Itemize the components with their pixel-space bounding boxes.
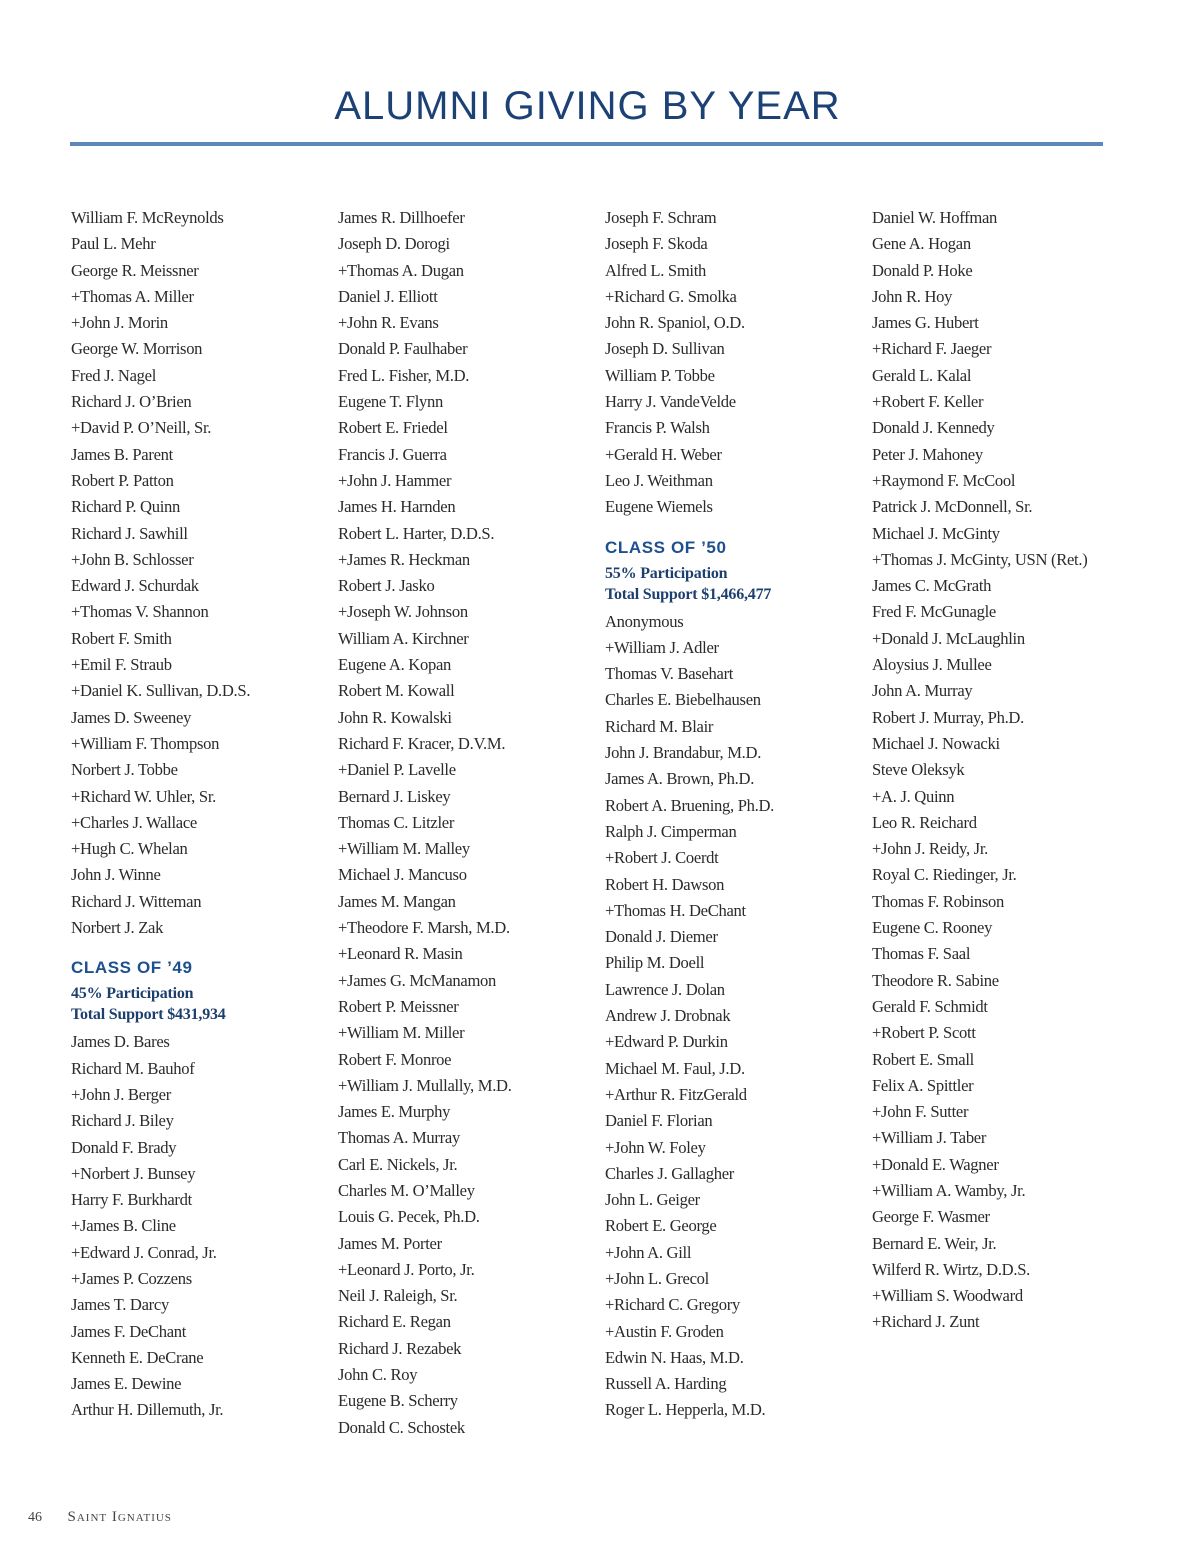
- donor-name: +Thomas J. McGinty, USN (Ret.): [872, 549, 1088, 569]
- donor-name: +David P. O’Neill, Sr.: [71, 418, 212, 438]
- donor-name: James A. Brown, Ph.D.: [605, 769, 755, 789]
- donor-name: Fred J. Nagel: [71, 365, 157, 385]
- donor-name: +William S. Woodward: [872, 1286, 1023, 1306]
- name-list: [872, 205, 1132, 1336]
- donor-name: Richard P. Quinn: [71, 497, 181, 517]
- class-section-49: [71, 956, 331, 1025]
- donor-name: +James G. McManamon: [338, 970, 497, 990]
- donor-name: Wilferd R. Wirtz, D.D.S.: [872, 1259, 1030, 1279]
- donor-name: Gene A. Hogan: [872, 234, 971, 254]
- donor-name: Richard J. O’Brien: [71, 392, 192, 412]
- donor-name: Robert P. Meissner: [338, 996, 459, 1016]
- donor-name: Charles M. O’Malley: [338, 1180, 475, 1200]
- donor-name: +Thomas A. Dugan: [338, 260, 464, 280]
- donor-name: Anonymous: [605, 611, 684, 631]
- donor-name: Richard F. Kracer, D.V.M.: [338, 733, 506, 753]
- donor-name: George W. Morrison: [71, 339, 203, 359]
- donor-name: Eugene T. Flynn: [338, 392, 444, 412]
- donor-name: Fred L. Fisher, M.D.: [338, 365, 470, 385]
- donor-name: +James P. Cozzens: [71, 1268, 192, 1288]
- donor-name: Philip M. Doell: [605, 953, 705, 973]
- donor-name: Norbert J. Zak: [71, 918, 164, 938]
- donor-name: Robert E. George: [605, 1216, 717, 1236]
- donor-name: Eugene B. Scherry: [338, 1391, 458, 1411]
- donor-name: Joseph D. Dorogi: [338, 234, 450, 254]
- publication-name: Saint Ignatius: [67, 1509, 172, 1525]
- donor-name: +Thomas A. Miller: [71, 286, 194, 306]
- donor-name: Michael J. McGinty: [872, 523, 1000, 543]
- donor-name: +John J. Berger: [71, 1084, 171, 1104]
- class-participation: 45% Participation: [71, 985, 194, 1003]
- donor-name: Thomas F. Saal: [872, 944, 971, 964]
- donor-name: Kenneth E. DeCrane: [71, 1347, 204, 1367]
- donor-name: +Leonard J. Porto, Jr.: [338, 1259, 475, 1279]
- donor-name: James R. Dillhoefer: [338, 208, 465, 227]
- donor-name: James F. DeChant: [71, 1321, 187, 1341]
- donor-name: +Richard C. Gregory: [605, 1295, 740, 1315]
- donor-name: William F. McReynolds: [71, 208, 224, 227]
- donor-name: Charles J. Gallagher: [605, 1163, 735, 1183]
- donor-name: Bernard E. Weir, Jr.: [872, 1233, 997, 1253]
- donor-name: Edward J. Schurdak: [71, 576, 199, 596]
- donor-name: James C. McGrath: [872, 576, 992, 596]
- donor-name: Donald J. Diemer: [605, 927, 718, 947]
- donor-name: Eugene A. Kopan: [338, 655, 452, 675]
- donor-name: James M. Mangan: [338, 891, 456, 911]
- donor-column-2: [338, 205, 598, 1441]
- donor-name: +John J. Hammer: [338, 470, 452, 490]
- donor-name: +Hugh C. Whelan: [71, 839, 188, 859]
- donor-name: Steve Oleksyk: [872, 760, 965, 780]
- donor-name: Richard J. Witteman: [71, 891, 202, 911]
- donor-name: +Edward P. Durkin: [605, 1032, 728, 1052]
- page-number: 46: [28, 1510, 42, 1525]
- donor-name: Richard E. Regan: [338, 1312, 451, 1332]
- donor-name: +William J. Mullally, M.D.: [338, 1075, 512, 1095]
- donor-name: +Theodore F. Marsh, M.D.: [338, 918, 510, 938]
- donor-name: George R. Meissner: [71, 260, 199, 280]
- donor-name: Fred F. McGunagle: [872, 602, 996, 622]
- donor-name: Gerald F. Schmidt: [872, 996, 988, 1016]
- name-list: [71, 1029, 331, 1423]
- donor-name: Felix A. Spittler: [872, 1075, 974, 1095]
- donor-name: +William M. Miller: [338, 1023, 465, 1043]
- donor-name: +William J. Adler: [605, 637, 719, 657]
- donor-name: +Thomas H. DeChant: [605, 900, 746, 920]
- donor-name: +Austin F. Groden: [605, 1321, 724, 1341]
- donor-name: Robert M. Kowall: [338, 681, 455, 701]
- donor-name: +Edward J. Conrad, Jr.: [71, 1242, 217, 1262]
- donor-name: Robert J. Jasko: [338, 576, 435, 596]
- donor-name: +William A. Wamby, Jr.: [872, 1180, 1026, 1200]
- donor-name: +Donald E. Wagner: [872, 1154, 999, 1174]
- donor-name: Carl E. Nickels, Jr.: [338, 1154, 458, 1174]
- donor-name: Robert H. Dawson: [605, 874, 725, 894]
- donor-name: George F. Wasmer: [872, 1207, 990, 1227]
- donor-name: Bernard J. Liskey: [338, 786, 451, 806]
- donor-name: +John L. Grecol: [605, 1268, 709, 1288]
- donor-name: James D. Bares: [71, 1032, 170, 1052]
- donor-name: +John R. Evans: [338, 313, 439, 333]
- donor-name: Gerald L. Kalal: [872, 365, 972, 385]
- title-rule: [70, 142, 1103, 146]
- donor-name: +Emil F. Straub: [71, 655, 172, 675]
- donor-name: +Gerald H. Weber: [605, 444, 722, 464]
- donor-name: +William F. Thompson: [71, 733, 220, 753]
- donor-name: Michael J. Nowacki: [872, 733, 1000, 753]
- donor-name: Francis P. Walsh: [605, 418, 710, 438]
- donor-name: Eugene Wiemels: [605, 497, 713, 517]
- donor-name: Alfred L. Smith: [605, 260, 707, 280]
- donor-name: Robert P. Patton: [71, 470, 174, 490]
- donor-name: Russell A. Harding: [605, 1374, 727, 1394]
- donor-name: Royal C. Riedinger, Jr.: [872, 865, 1017, 885]
- donor-name: John R. Hoy: [872, 286, 953, 306]
- donor-column-1: [71, 205, 331, 1424]
- class-heading: CLASS OF ’50: [605, 537, 727, 557]
- page-title: ALUMNI GIVING BY YEAR: [334, 84, 841, 128]
- donor-name: Richard J. Rezabek: [338, 1338, 462, 1358]
- donor-name: +Charles J. Wallace: [71, 812, 197, 832]
- donor-name: +Richard W. Uhler, Sr.: [71, 786, 216, 806]
- donor-name: +Thomas V. Shannon: [71, 602, 209, 622]
- donor-name: James G. Hubert: [872, 313, 979, 333]
- donor-name: Richard J. Sawhill: [71, 523, 188, 543]
- donor-name: Harry F. Burkhardt: [71, 1190, 192, 1210]
- donor-name: William A. Kirchner: [338, 628, 469, 648]
- donor-name: John R. Kowalski: [338, 707, 452, 727]
- donor-name: Neil J. Raleigh, Sr.: [338, 1286, 458, 1306]
- donor-name: John L. Geiger: [605, 1190, 700, 1210]
- donor-name: +Leonard R. Masin: [338, 944, 463, 964]
- donor-name: Daniel F. Florian: [605, 1111, 713, 1131]
- donor-name: John A. Murray: [872, 681, 973, 701]
- donor-name: James T. Darcy: [71, 1295, 169, 1315]
- name-list: [338, 205, 598, 1441]
- donor-name: Robert F. Monroe: [338, 1049, 452, 1069]
- donor-name: Robert E. Friedel: [338, 418, 448, 438]
- donor-name: +James R. Heckman: [338, 549, 470, 569]
- donor-name: +John B. Schlosser: [71, 549, 194, 569]
- donor-column-3: [605, 205, 865, 1424]
- donor-name: Donald P. Hoke: [872, 260, 973, 280]
- donor-name: +A. J. Quinn: [872, 786, 955, 806]
- donor-name: +John J. Morin: [71, 313, 168, 333]
- donor-name: John C. Roy: [338, 1365, 418, 1385]
- donor-name: +John F. Sutter: [872, 1102, 969, 1122]
- donor-name: Edwin N. Haas, M.D.: [605, 1347, 744, 1367]
- donor-name: Roger L. Hepperla, M.D.: [605, 1400, 766, 1420]
- page-footer: [28, 1509, 172, 1526]
- donor-name: Leo J. Weithman: [605, 470, 713, 490]
- donor-name: +John A. Gill: [605, 1242, 692, 1262]
- donor-name: Robert E. Small: [872, 1049, 974, 1069]
- donor-name: Lawrence J. Dolan: [605, 979, 725, 999]
- donor-name: Peter J. Mahoney: [872, 444, 983, 464]
- donor-name: John R. Spaniol, O.D.: [605, 313, 745, 333]
- donor-name: Joseph D. Sullivan: [605, 339, 725, 359]
- donor-name: Louis G. Pecek, Ph.D.: [338, 1207, 480, 1227]
- donor-name: Thomas C. Litzler: [338, 812, 455, 832]
- donor-name: James E. Murphy: [338, 1102, 451, 1122]
- donor-name: Richard M. Bauhof: [71, 1058, 195, 1078]
- donor-name: +Joseph W. Johnson: [338, 602, 468, 622]
- donor-name: William P. Tobbe: [605, 365, 715, 385]
- donor-name: Leo R. Reichard: [872, 812, 977, 832]
- donor-name: +William J. Taber: [872, 1128, 987, 1148]
- donor-name: Eugene C. Rooney: [872, 918, 993, 938]
- donor-name: +Richard J. Zunt: [872, 1312, 980, 1332]
- donor-name: James M. Porter: [338, 1233, 442, 1253]
- donor-name: Daniel J. Elliott: [338, 286, 438, 306]
- class-total-support: Total Support $431,934: [71, 1006, 226, 1024]
- donor-name: Charles E. Biebelhausen: [605, 690, 761, 710]
- donor-name: Aloysius J. Mullee: [872, 655, 992, 675]
- donor-name: +Richard F. Jaeger: [872, 339, 992, 359]
- donor-name: +Raymond F. McCool: [872, 470, 1016, 490]
- donor-name: +William M. Malley: [338, 839, 470, 859]
- donor-name: Donald F. Brady: [71, 1137, 177, 1157]
- donor-name: Patrick J. McDonnell, Sr.: [872, 497, 1033, 517]
- donor-name: James H. Harnden: [338, 497, 456, 517]
- class-participation: 55% Participation: [605, 564, 728, 582]
- donor-name: +John W. Foley: [605, 1137, 706, 1157]
- donor-name: Robert F. Smith: [71, 628, 172, 648]
- donor-name: Arthur H. Dillemuth, Jr.: [71, 1400, 224, 1420]
- donor-name: +Donald J. McLaughlin: [872, 628, 1025, 648]
- donor-name: +John J. Reidy, Jr.: [872, 839, 988, 859]
- donor-name: Donald J. Kennedy: [872, 418, 995, 438]
- donor-name: Thomas F. Robinson: [872, 891, 1005, 911]
- donor-name: +Norbert J. Bunsey: [71, 1163, 196, 1183]
- donor-name: Robert A. Bruening, Ph.D.: [605, 795, 775, 815]
- donor-name: +James B. Cline: [71, 1216, 176, 1236]
- donor-name: James D. Sweeney: [71, 707, 192, 727]
- donor-name: +Robert J. Coerdt: [605, 848, 719, 868]
- donor-name: Norbert J. Tobbe: [71, 760, 178, 780]
- donor-name: Andrew J. Drobnak: [605, 1006, 731, 1026]
- donor-name: Donald P. Faulhaber: [338, 339, 468, 359]
- class-section-50: [605, 536, 865, 605]
- name-list: [71, 205, 331, 941]
- donor-name: Richard J. Biley: [71, 1111, 174, 1131]
- donor-name: +Daniel P. Lavelle: [338, 760, 456, 780]
- donor-name: Joseph F. Skoda: [605, 234, 708, 254]
- donor-name: Donald C. Schostek: [338, 1417, 465, 1437]
- donor-name: Robert L. Harter, D.D.S.: [338, 523, 495, 543]
- class-heading: CLASS OF ’49: [71, 958, 193, 978]
- name-list: [605, 205, 865, 521]
- donor-name: Michael J. Mancuso: [338, 865, 467, 885]
- donor-name: Joseph F. Schram: [605, 208, 717, 227]
- donor-name: +Arthur R. FitzGerald: [605, 1084, 747, 1104]
- donor-name: James E. Dewine: [71, 1374, 182, 1394]
- donor-name: Daniel W. Hoffman: [872, 208, 998, 227]
- donor-name: Francis J. Guerra: [338, 444, 447, 464]
- donor-name: Ralph J. Cimperman: [605, 821, 737, 841]
- donor-name: Paul L. Mehr: [71, 234, 156, 254]
- donor-name: Thomas V. Basehart: [605, 664, 734, 684]
- donor-name: +Robert F. Keller: [872, 392, 984, 412]
- donor-name: Thomas A. Murray: [338, 1128, 460, 1148]
- donor-column-4: [872, 205, 1132, 1336]
- donor-name: Robert J. Murray, Ph.D.: [872, 707, 1024, 727]
- donor-name: +Daniel K. Sullivan, D.D.S.: [71, 681, 251, 701]
- donor-name: James B. Parent: [71, 444, 173, 464]
- donor-name: Theodore R. Sabine: [872, 970, 999, 990]
- donor-name: +Richard G. Smolka: [605, 286, 737, 306]
- donor-name: +Robert P. Scott: [872, 1023, 976, 1043]
- donor-name: John J. Winne: [71, 865, 161, 885]
- donor-name: John J. Brandabur, M.D.: [605, 743, 762, 763]
- class-total-support: Total Support $1,466,477: [605, 585, 772, 603]
- donor-name: Richard M. Blair: [605, 716, 714, 736]
- name-list: [605, 609, 865, 1424]
- donor-name: Harry J. VandeVelde: [605, 392, 736, 412]
- donor-name: Michael M. Faul, J.D.: [605, 1058, 745, 1078]
